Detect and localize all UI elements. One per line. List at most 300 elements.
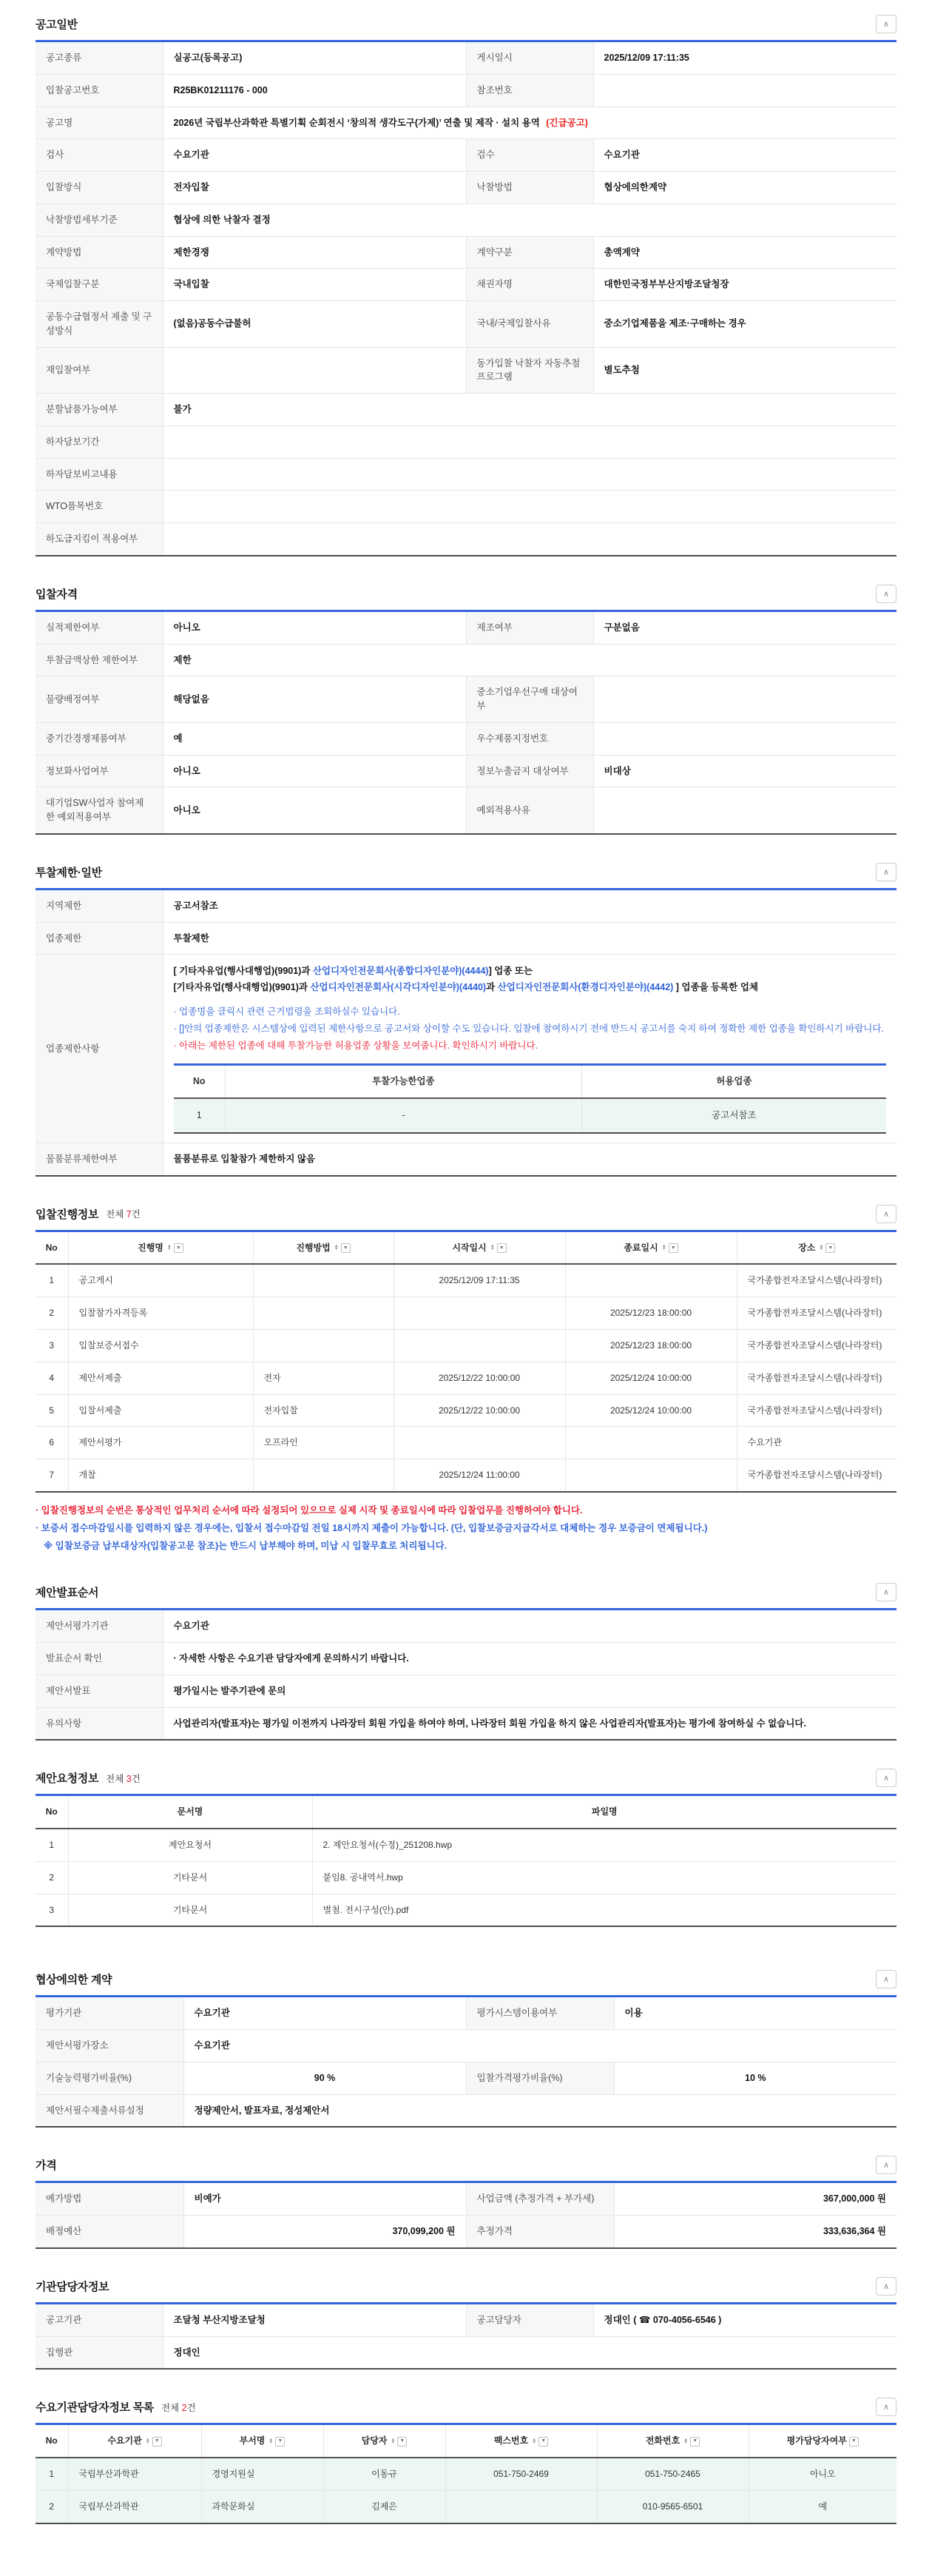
field-label: 업종제한사항 <box>36 955 163 1143</box>
field-label: 사업금액 (추정가격 + 부가세) <box>466 2182 614 2216</box>
section-title-request: 제안요청정보 <box>36 1772 99 1786</box>
field-row <box>36 1643 896 1675</box>
sort-icon[interactable] <box>146 2438 150 2445</box>
count-suffix: 건 <box>131 1209 141 1220</box>
sort-icon[interactable] <box>662 1245 666 1251</box>
section-title-agency: 기관담당자정보 <box>36 2280 109 2293</box>
field-value: 해당없음 <box>163 676 466 723</box>
table-cell: 2025/12/23 18:00:00 <box>565 1330 737 1362</box>
count-prefix: 전체 <box>161 2402 180 2413</box>
table-cell: 김제은 <box>323 2491 445 2523</box>
table-cell: 경영지원실 <box>201 2458 323 2490</box>
qualification-table <box>36 610 896 835</box>
column-header-label: 부서명 <box>239 2435 266 2446</box>
section-header <box>36 1769 896 1787</box>
field-value: 협상에 의한 낙찰자 결정 <box>163 204 896 236</box>
field-label: 우수제품지정번호 <box>466 722 593 755</box>
table-cell <box>394 1427 565 1459</box>
note-line: · 입찰진행정보의 순번은 통상적인 업무처리 순서에 따라 설정되어 있으므로 실제 시작 및 종료일시에 따라 입찰업무를 진행하여야 합니다. <box>36 1505 583 1516</box>
chevron-up-icon: ∧ <box>882 1774 890 1783</box>
note-line: · 업종명을 클릭시 관련 근거법령을 조회하실수 있습니다. <box>173 1006 400 1017</box>
table-row <box>36 2458 896 2490</box>
table-cell: 2025/12/24 10:00:00 <box>565 1394 737 1427</box>
table-cell: 010-9565-6501 <box>597 2491 749 2523</box>
count-prefix: 전체 <box>106 1209 124 1220</box>
section-title-price: 가격 <box>36 2159 57 2173</box>
collapse-button[interactable] <box>876 1583 896 1601</box>
field-value: 공고서참조 <box>163 889 896 922</box>
field-value: 수요기관 <box>163 139 466 172</box>
column-header-sortable[interactable] <box>253 1231 394 1264</box>
column-header-label: 종료일시 <box>624 1242 658 1253</box>
presentation-table <box>36 1608 896 1741</box>
note-line: ※ 입찰보증금 납부대상자(입찰공고문 참조)는 반드시 납부해야 하며, 미납 시 입찰무효로 처리됩니다. <box>44 1540 448 1551</box>
sort-down-icon: ▼ <box>269 2441 274 2446</box>
note-line: · 아래는 제한된 업종에 대해 투찰가능한 허용업종 상황을 보여줍니다. 확인하시기 바랍니다. <box>173 1040 538 1052</box>
column-header-label: 전화번호 <box>645 2435 681 2446</box>
field-label: 대기업SW사업자 참여제한 예외적용여부 <box>36 787 163 834</box>
sort-icon[interactable] <box>269 2438 273 2445</box>
field-row <box>36 2216 896 2248</box>
field-value: 제한 <box>163 644 896 676</box>
field-label: 분할납품가능여부 <box>36 394 163 426</box>
field-value: 정대인 <box>163 2336 896 2369</box>
table-cell: 국가종합전자조달시스템(나라장터) <box>737 1297 896 1330</box>
general-info-table <box>36 40 896 556</box>
section-header <box>36 1970 896 1988</box>
section-header <box>36 1205 896 1223</box>
count-number: 2 <box>181 2402 187 2413</box>
collapse-button[interactable] <box>876 585 896 603</box>
sort-up-icon: ▲ <box>532 2437 537 2442</box>
table-header-row <box>36 1231 896 1264</box>
price-table <box>36 2181 896 2249</box>
section-header <box>36 2398 896 2416</box>
field-row <box>36 394 896 426</box>
column-header: 투찰가능한업종 <box>226 1065 582 1098</box>
field-value-warning: 사업관리자(발표자)는 평가일 이전까지 나라장터 회원 가입을 하여야 하며, 나라장터 회원 가입을 하지 않은 사업관리자(발표자)는 평가에 참여하실 수 없습니다. <box>163 1707 896 1740</box>
section-title-progress: 입찰진행정보 <box>36 1208 99 1221</box>
filter-icon[interactable]: ▼ <box>825 1243 835 1253</box>
sort-icon[interactable] <box>683 2438 688 2445</box>
field-value: 10 % <box>614 2062 896 2094</box>
sort-icon[interactable] <box>167 1245 172 1251</box>
field-row <box>36 2094 896 2127</box>
field-label: 제안서평가기관 <box>36 1610 163 1643</box>
field-row <box>36 107 896 139</box>
field-value: 실공고(등록공고) <box>163 41 466 75</box>
field-label: 공고종류 <box>36 41 163 75</box>
field-value: 물품분류로 입찰참가 제한하지 않음 <box>163 1143 896 1175</box>
table-cell: 기타문서 <box>68 1861 312 1894</box>
table-cell: 아니오 <box>749 2458 896 2490</box>
column-header-sortable[interactable] <box>394 1231 565 1264</box>
field-label: 발표순서 확인 <box>36 1643 163 1675</box>
filter-icon[interactable]: ▼ <box>538 2437 548 2446</box>
field-label: 제안서필수제출서류설정 <box>36 2094 183 2127</box>
filter-icon[interactable]: ▼ <box>174 1243 183 1253</box>
field-value: R25BK01211176 - 000 <box>163 74 466 107</box>
field-value: 아니오 <box>163 755 466 787</box>
table-cell: 7 <box>36 1459 68 1492</box>
section-header <box>36 585 896 603</box>
table-cell: 입찰서제출 <box>68 1394 253 1427</box>
field-value <box>593 722 896 755</box>
field-value: 90 % <box>183 2062 466 2094</box>
table-row <box>36 1394 896 1427</box>
column-header-no: No <box>36 1231 68 1264</box>
field-label: 하자담보기간 <box>36 426 163 458</box>
sort-up-icon: ▲ <box>683 2437 689 2442</box>
field-value: 별도추첨 <box>593 347 896 394</box>
table-cell: 국가종합전자조달시스템(나라장터) <box>737 1362 896 1394</box>
field-value: 2025/12/09 17:11:35 <box>593 41 896 75</box>
field-row <box>36 301 896 348</box>
sort-icon[interactable] <box>532 2438 536 2445</box>
note-line: · 보증서 접수마감일시를 입력하지 않은 경우에는, 입찰서 접수마감일 전일 18시까지 제출이 가능합니다. (단, 입찰보증금지급각서로 대체하는 경우 보증금이 면제됩니다.) <box>36 1522 708 1533</box>
industry-code-link[interactable]: 산업디자인전문회사(시각디자인분야)(4440) <box>310 982 487 993</box>
table-cell: 2025/12/23 18:00:00 <box>565 1297 737 1330</box>
field-row <box>36 2336 896 2369</box>
field-value <box>163 523 896 556</box>
field-row <box>36 523 896 556</box>
section-title-general: 공고일반 <box>36 19 78 31</box>
file-name[interactable]: 붙임8. 공내역서.hwp <box>312 1861 896 1894</box>
field-value-contact: 정대인 ( ☎ 070-4056-6546 ) <box>593 2303 896 2336</box>
table-cell: 2025/12/24 10:00:00 <box>565 1362 737 1394</box>
table-cell: 공고서참조 <box>581 1098 886 1133</box>
table-cell: 2025/12/22 10:00:00 <box>394 1394 565 1427</box>
filter-icon[interactable]: ▼ <box>397 2437 407 2446</box>
filter-icon[interactable]: ▼ <box>497 1243 507 1253</box>
sort-down-icon: ▼ <box>532 2441 537 2446</box>
announcement-title-text: 2026년 국립부산과학관 특별기획 순회전시 ‘창의적 생각도구(가제)’ 연출 및 제작 · 설치 용역 <box>173 117 540 128</box>
field-label: 실적제한여부 <box>36 611 163 644</box>
field-label: 국내/국제입찰사유 <box>466 301 593 348</box>
table-cell: 개찰 <box>68 1459 253 1492</box>
filter-icon[interactable]: ▼ <box>275 2437 285 2446</box>
field-row <box>36 676 896 723</box>
industry-code-link[interactable]: 산업디자인전문회사(환경디자인분야)(4442) <box>497 982 674 993</box>
table-header-row <box>36 1795 896 1829</box>
table-cell: 제안서제출 <box>68 1362 253 1394</box>
table-cell: 051-750-2465 <box>597 2458 749 2490</box>
section-general <box>36 15 896 556</box>
field-value <box>163 458 896 491</box>
collapse-button[interactable] <box>876 1769 896 1787</box>
field-label: 예외적용사유 <box>466 787 593 834</box>
table-row <box>36 1894 896 1926</box>
filter-icon[interactable]: ▼ <box>152 2437 162 2446</box>
field-label: 국제입찰구분 <box>36 269 163 301</box>
table-cell: 국가종합전자조달시스템(나라장터) <box>737 1394 896 1427</box>
field-value: 불가 <box>163 394 896 426</box>
table-cell: 전자입찰 <box>253 1394 394 1427</box>
field-label: 업종제한 <box>36 922 163 955</box>
field-label: 계약구분 <box>466 236 593 269</box>
industry-code-link[interactable]: 산업디자인전문회사(종합디자인분야)(4444) <box>312 966 489 977</box>
section-title-demand: 수요기관담당자정보 목록 <box>36 2401 154 2415</box>
field-value: 아니오 <box>163 611 466 644</box>
column-header-sortable[interactable] <box>565 1231 737 1264</box>
field-label: 낙찰방법세부기준 <box>36 204 163 236</box>
sort-down-icon: ▼ <box>819 1247 824 1252</box>
field-value: 예 <box>163 722 466 755</box>
field-value: 총액계약 <box>593 236 896 269</box>
field-value: 이용 <box>614 1997 896 2030</box>
table-cell <box>394 1297 565 1330</box>
section-price <box>36 2156 896 2249</box>
column-header-sortable[interactable] <box>68 2424 201 2458</box>
sort-down-icon: ▼ <box>490 1247 495 1252</box>
field-label: 평가시스템이용여부 <box>466 1997 614 2030</box>
column-header-label: 진행명 <box>138 1242 163 1253</box>
field-label: 정보누출금지 대상여부 <box>466 755 593 787</box>
field-label: 물품분류제한여부 <box>36 1143 163 1175</box>
column-header-sortable[interactable] <box>445 2424 597 2458</box>
field-row <box>36 1143 896 1175</box>
table-cell <box>253 1330 394 1362</box>
section-request <box>36 1769 896 1927</box>
field-row <box>36 139 896 172</box>
field-row <box>36 1707 896 1740</box>
industry-notes <box>174 1003 887 1055</box>
industry-text: [기타자유업(행사대행업)(9901)과 <box>173 982 311 993</box>
field-value: 구분없음 <box>593 611 896 644</box>
sort-up-icon: ▲ <box>490 1243 495 1248</box>
industry-text: ] 업종을 등록한 업체 <box>673 982 758 993</box>
table-cell <box>394 1330 565 1362</box>
table-cell: 2 <box>36 1861 68 1894</box>
section-header <box>36 1583 896 1601</box>
table-cell: 2025/12/22 10:00:00 <box>394 1362 565 1394</box>
field-row <box>36 172 896 204</box>
filter-icon[interactable]: ▼ <box>690 2437 700 2446</box>
agency-contact-table <box>36 2302 896 2370</box>
field-label: 제조여부 <box>466 611 593 644</box>
field-row <box>36 204 896 236</box>
field-row <box>36 2303 896 2336</box>
table-cell: 2 <box>36 2491 68 2523</box>
count-suffix: 건 <box>186 2402 196 2413</box>
field-value <box>593 787 896 834</box>
field-label: 입찰공고번호 <box>36 74 163 107</box>
table-cell: 6 <box>36 1427 68 1459</box>
restriction-table <box>36 888 896 1177</box>
table-cell: 국가종합전자조달시스템(나라장터) <box>737 1459 896 1492</box>
table-cell <box>253 1264 394 1297</box>
chevron-up-icon: ∧ <box>882 1975 890 1985</box>
field-label: WTO품목번호 <box>36 491 163 523</box>
field-value: 중소기업제품을 제조·구매하는 경우 <box>593 301 896 348</box>
column-header-sortable[interactable] <box>68 1231 253 1264</box>
table-row <box>36 1330 896 1362</box>
field-value <box>593 676 896 723</box>
collapse-button[interactable] <box>876 2398 896 2416</box>
request-documents-table <box>36 1794 896 1927</box>
table-cell: 오프라인 <box>253 1427 394 1459</box>
industry-codes <box>174 964 887 996</box>
demand-contacts-table <box>36 2423 896 2523</box>
field-row <box>36 644 896 676</box>
field-label: 공고기관 <box>36 2303 163 2336</box>
field-value <box>593 74 896 107</box>
section-progress <box>36 1205 896 1556</box>
section-header <box>36 2156 896 2174</box>
table-cell: 국가종합전자조달시스템(나라장터) <box>737 1330 896 1362</box>
column-header-sortable[interactable] <box>201 2424 323 2458</box>
table-cell: 예 <box>749 2491 896 2523</box>
column-header-sortable[interactable] <box>597 2424 749 2458</box>
sort-down-icon: ▼ <box>683 2441 689 2446</box>
collapse-button[interactable] <box>876 15 896 33</box>
column-header: 허용업종 <box>581 1065 886 1098</box>
table-cell: 051-750-2469 <box>445 2458 597 2490</box>
section-demand-contacts <box>36 2398 896 2523</box>
field-value: 전자입찰 <box>163 172 466 204</box>
field-label: 입찰방식 <box>36 172 163 204</box>
count-prefix: 전체 <box>106 1773 124 1784</box>
section-header <box>36 863 896 881</box>
collapse-button[interactable] <box>876 1970 896 1988</box>
table-cell: 국가종합전자조달시스템(나라장터) <box>737 1264 896 1297</box>
sort-icon[interactable] <box>391 2438 395 2445</box>
sort-down-icon: ▼ <box>166 1247 172 1252</box>
file-name[interactable]: 별첨. 전시구성(안).pdf <box>312 1894 896 1926</box>
field-label: 제안서평가장소 <box>36 2030 183 2062</box>
section-restriction <box>36 863 896 1177</box>
field-label: 지역제한 <box>36 889 163 922</box>
field-label: 추정가격 <box>466 2216 614 2248</box>
count-suffix: 건 <box>131 1773 141 1784</box>
industry-text: ] 업종 또는 <box>488 966 533 977</box>
field-row <box>36 2182 896 2216</box>
field-label: 투찰금액상한 제한여부 <box>36 644 163 676</box>
field-value: 조달청 부산지방조달청 <box>163 2303 466 2336</box>
chevron-up-icon: ∧ <box>882 20 890 29</box>
section-header <box>36 2277 896 2296</box>
sort-up-icon: ▲ <box>166 1243 172 1248</box>
progress-notes <box>36 1502 896 1555</box>
field-label: 중소기업우선구매 대상여부 <box>466 676 593 723</box>
field-value: 아니오 <box>163 787 466 834</box>
table-row <box>174 1098 887 1133</box>
field-label: 제안서발표 <box>36 1675 163 1707</box>
file-name[interactable]: 2. 제안요청서(수정)_251208.hwp <box>312 1829 896 1861</box>
total-count <box>106 1772 141 1785</box>
collapse-button[interactable] <box>876 2156 896 2174</box>
negotiation-table <box>36 1995 896 2128</box>
chevron-up-icon: ∧ <box>882 1209 890 1219</box>
field-value-amount: 370,099,200 원 <box>183 2216 466 2248</box>
sort-down-icon: ▼ <box>145 2441 150 2446</box>
table-cell: 1 <box>49 1275 55 1286</box>
field-row <box>36 2062 896 2094</box>
field-row <box>36 1610 896 1643</box>
table-cell: 공고게시 <box>68 1264 253 1297</box>
field-value: 수요기관 <box>163 1610 896 1643</box>
sort-up-icon: ▲ <box>819 1243 824 1248</box>
field-label: 배정예산 <box>36 2216 183 2248</box>
field-label: 유의사항 <box>36 1707 163 1740</box>
table-cell <box>445 2491 597 2523</box>
table-cell: 제안서평가 <box>68 1427 253 1459</box>
section-qualification <box>36 585 896 835</box>
section-title-restriction: 투찰제한·일반 <box>36 866 102 879</box>
section-negotiation <box>36 1970 896 2128</box>
field-label: 예가방법 <box>36 2182 183 2216</box>
table-cell: 3 <box>36 1330 68 1362</box>
table-cell: - <box>226 1098 582 1133</box>
total-count <box>161 2401 196 2414</box>
collapse-button[interactable] <box>876 2277 896 2296</box>
sort-up-icon: ▲ <box>269 2437 274 2442</box>
table-cell: 2025/12/24 11:00:00 <box>394 1459 565 1492</box>
column-header-sortable[interactable] <box>737 1231 896 1264</box>
table-header-row <box>174 1065 887 1098</box>
column-header-label: 평가담당자여부 <box>786 2435 847 2446</box>
field-label: 공동수급협정서 제출 및 구성방식 <box>36 301 163 348</box>
sort-icon[interactable] <box>334 1245 339 1251</box>
table-row <box>36 1297 896 1330</box>
field-row <box>36 74 896 107</box>
column-header-label: 팩스번호 <box>493 2435 529 2446</box>
collapse-button[interactable] <box>876 1205 896 1223</box>
field-row <box>36 236 896 269</box>
table-cell: 5 <box>36 1394 68 1427</box>
collapse-button[interactable] <box>876 863 896 881</box>
field-row <box>36 1997 896 2030</box>
filter-icon[interactable]: ▼ <box>849 2437 859 2446</box>
field-label: 동가입찰 낙찰자 자동추첨프로그램 <box>466 347 593 394</box>
column-header-label: 수요기관 <box>107 2435 142 2446</box>
field-value: 대한민국정부부산지방조달청장 <box>593 269 896 301</box>
sort-up-icon: ▲ <box>661 1243 666 1248</box>
table-cell: 1 <box>49 1840 55 1851</box>
table-row <box>36 1829 896 1861</box>
sort-icon[interactable] <box>819 1245 823 1251</box>
chevron-up-icon: ∧ <box>882 589 890 599</box>
table-row <box>36 1427 896 1459</box>
count-number: 7 <box>126 1209 132 1220</box>
field-row <box>36 722 896 755</box>
field-value <box>163 491 896 523</box>
filter-icon[interactable]: ▼ <box>669 1243 678 1253</box>
chevron-up-icon: ∧ <box>882 1588 890 1598</box>
column-header-sortable[interactable] <box>323 2424 445 2458</box>
note-line: · []안의 업종제한은 시스템상에 입력된 제한사항으로 공고서와 상이할 수도 있습니다. 입찰에 참여하시기 전에 반드시 공고서를 숙지 하여 정확한 제한 업종을 확인하시기 바랍니다. <box>173 1023 884 1035</box>
industry-text: 과 <box>486 982 498 993</box>
field-label: 정보화사업여부 <box>36 755 163 787</box>
column-header-filterable[interactable] <box>749 2424 896 2458</box>
table-cell <box>565 1459 737 1492</box>
field-row <box>36 787 896 834</box>
field-value <box>163 107 896 139</box>
table-cell <box>253 1297 394 1330</box>
sort-down-icon: ▼ <box>334 1247 339 1252</box>
sort-icon[interactable] <box>490 1245 495 1251</box>
table-cell <box>565 1427 737 1459</box>
table-cell: 1 <box>36 2458 68 2490</box>
section-agency-contact <box>36 2277 896 2370</box>
table-row <box>36 1362 896 1394</box>
allowed-industry-table <box>174 1063 887 1134</box>
field-label: 낙찰방법 <box>466 172 593 204</box>
field-value: (없음)공동수급불허 <box>163 301 466 348</box>
field-row <box>36 347 896 394</box>
filter-icon[interactable]: ▼ <box>341 1243 351 1253</box>
column-header: 문서명 <box>68 1795 312 1829</box>
